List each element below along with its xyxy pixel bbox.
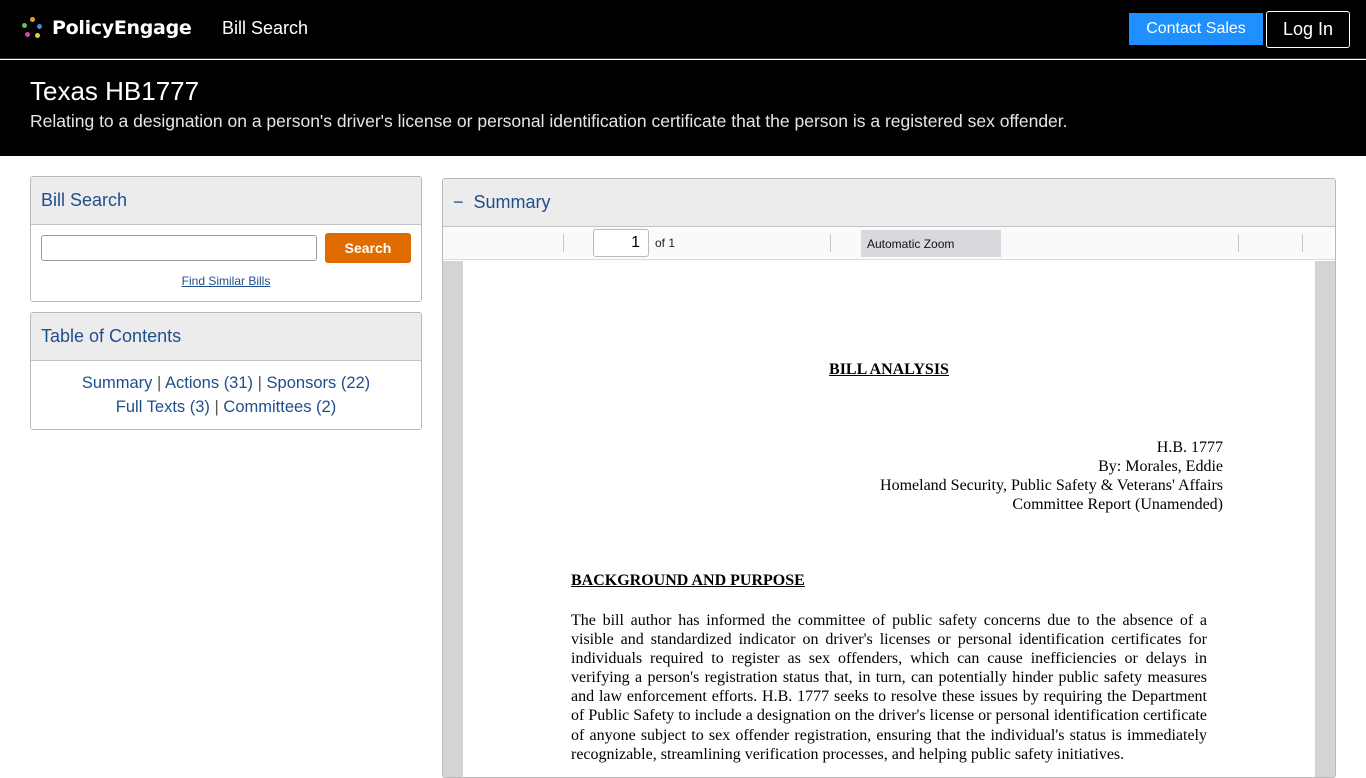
bill-committee: Homeland Security, Public Safety & Veterans' Affairs	[880, 477, 1223, 494]
toc-separator: |	[257, 374, 262, 392]
brand-name: PolicyEngage	[52, 17, 192, 39]
bill-search-panel-title: Bill Search	[31, 177, 421, 225]
collapse-icon[interactable]: −	[453, 192, 464, 212]
toc-separator: |	[214, 398, 219, 416]
bill-header	[0, 60, 1366, 156]
zoom-select[interactable]: Automatic Zoom	[861, 230, 1001, 257]
bill-search-panel	[30, 176, 422, 302]
logo-dots-icon	[22, 17, 44, 39]
summary-panel-header[interactable]	[443, 179, 1335, 227]
toolbar-divider	[563, 234, 564, 252]
section-body: The bill author has informed the committee of public safety concerns due to the absence of a visible and standardized indicator on driver's licenses or personal identification certificates for individuals required to register as sex offenders, which can cause inefficiencies or delays in verifying a person's registration status that, in turn, can potentially hinder public safety measures and law enforcement efforts. H.B. 1777 seeks to resolve these issues by requiring the Department of Public Safety to include a designation on the driver's license or personal identification certificate of anyone subject to sex offender registration, ensuring that the individual's status is immediately recognizable, streamlining verification processes, and helping public safety initiatives.	[571, 612, 1207, 763]
toc-panel-title: Table of Contents	[31, 313, 421, 361]
table-of-contents-panel	[30, 312, 422, 430]
log-in-button[interactable]: Log In	[1266, 11, 1350, 48]
contact-sales-button[interactable]: Contact Sales	[1129, 13, 1263, 45]
logo-dot	[30, 17, 35, 22]
bill-metadata	[880, 438, 1223, 514]
bill-report-status: Committee Report (Unamended)	[1012, 496, 1223, 513]
toolbar-divider	[1238, 234, 1239, 252]
logo-dot	[22, 23, 27, 28]
summary-panel-title: Summary	[473, 192, 551, 212]
toolbar-divider	[830, 234, 831, 252]
logo-dot	[25, 32, 30, 37]
top-nav	[0, 0, 1366, 59]
pdf-toolbar	[443, 227, 1335, 260]
bill-author: By: Morales, Eddie	[1098, 458, 1223, 475]
search-button[interactable]: Search	[325, 233, 411, 263]
page-count-label: of 1	[655, 236, 676, 250]
page-number-input[interactable]	[593, 229, 649, 257]
toc-sponsors-link[interactable]: Sponsors (22)	[266, 374, 371, 392]
bill-number: H.B. 1777	[1156, 439, 1223, 456]
toc-actions-link[interactable]: Actions (31)	[165, 374, 254, 392]
bill-description: Relating to a designation on a person's driver's license or personal identification certificate that the person is a registered sex offender.	[30, 111, 1068, 131]
summary-panel	[442, 178, 1336, 778]
bill-search-input[interactable]	[41, 235, 317, 261]
toc-full-texts-link[interactable]: Full Texts (3)	[115, 398, 210, 416]
document-heading: BILL ANALYSIS	[829, 361, 949, 378]
nav-bill-search-link[interactable]: Bill Search	[222, 18, 309, 38]
logo-dot	[35, 33, 40, 38]
pdf-viewport[interactable]	[443, 261, 1335, 778]
find-similar-bills-link[interactable]: Find Similar Bills	[181, 274, 271, 288]
logo-dot	[37, 24, 42, 29]
toc-committees-link[interactable]: Committees (2)	[223, 398, 337, 416]
toc-summary-link[interactable]: Summary	[81, 374, 153, 392]
page-title: Texas HB1777	[30, 76, 200, 106]
toolbar-divider	[1302, 234, 1303, 252]
section-heading: BACKGROUND AND PURPOSE	[571, 572, 805, 589]
brand-logo[interactable]	[22, 16, 191, 40]
pdf-page	[463, 261, 1315, 778]
toc-links	[31, 371, 421, 419]
toc-separator: |	[157, 374, 162, 392]
